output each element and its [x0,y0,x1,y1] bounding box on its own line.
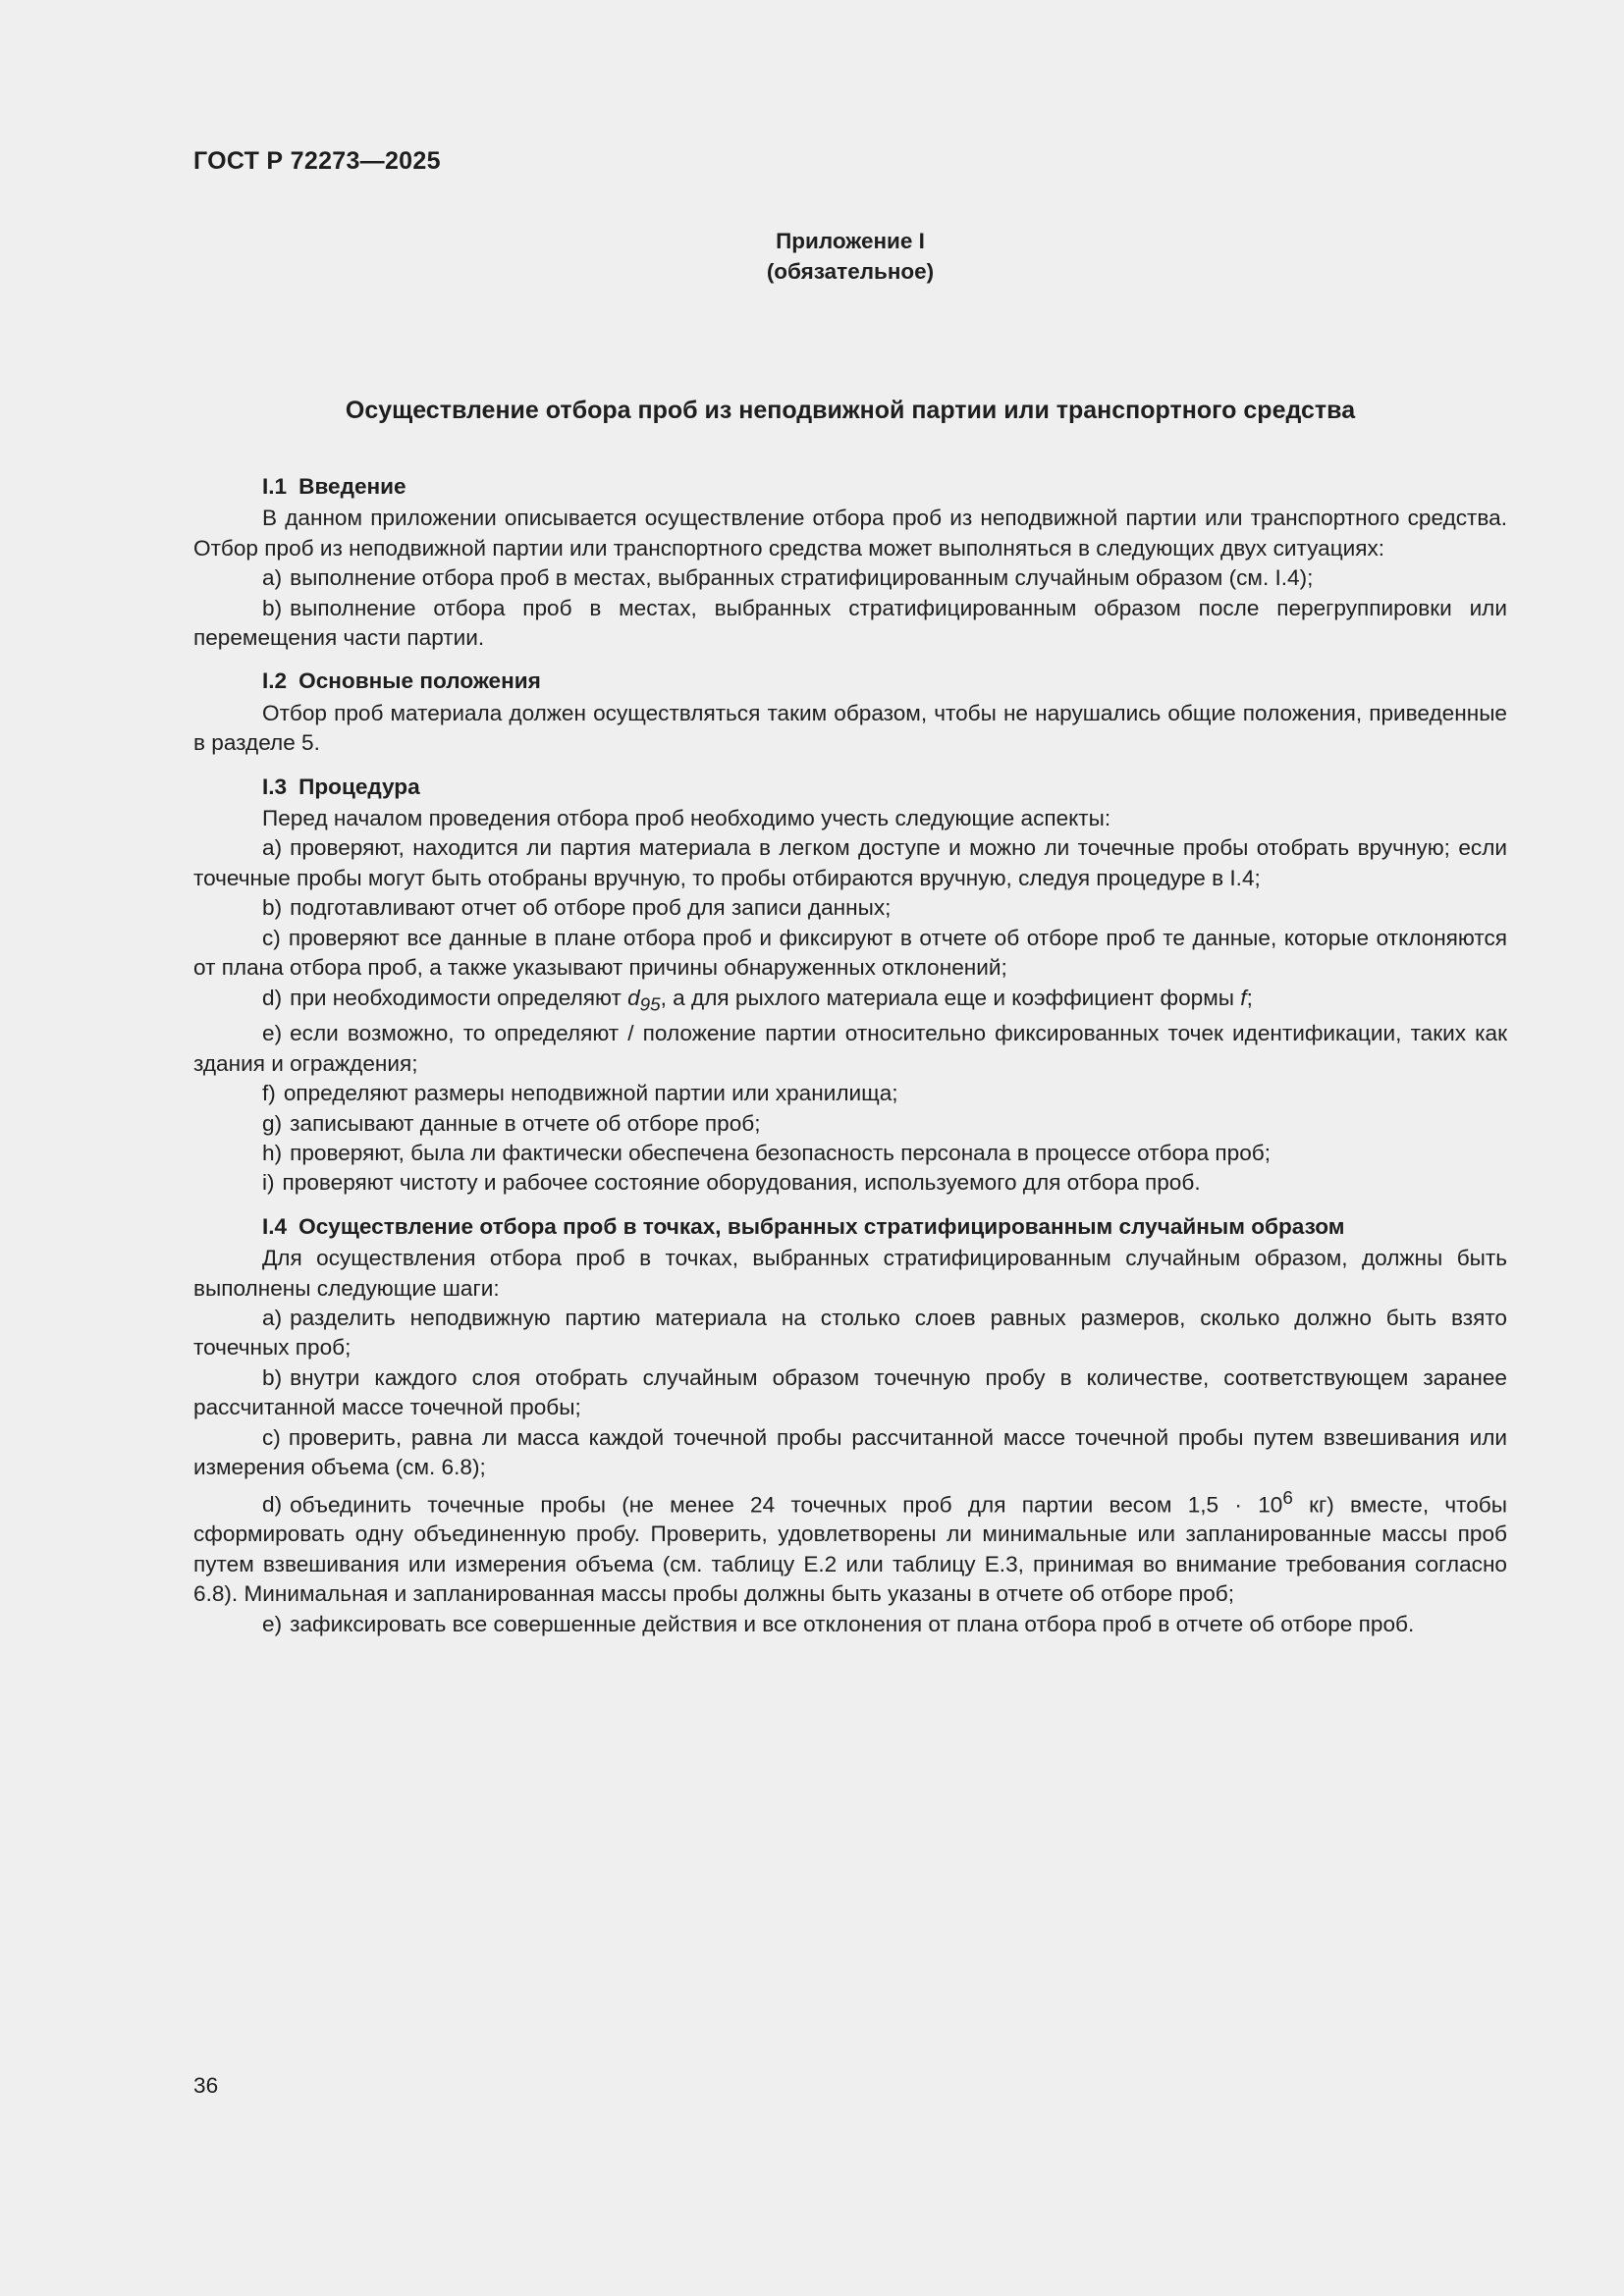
list-item: h) проверяют, была ли фактически обеспечена безопасность персонала в процессе отбора проб; [262,1141,1272,1166]
page-number: 36 [193,2073,219,2098]
list-item: b) выполнение отбора проб в местах, выбранных стратифицированным образом после перегруппировки или перемещения части партии. [193,595,1507,651]
list-item: a) проверяют, находится ли партия материала в легком доступе и можно ли точечные пробы отобрать вручную; если точечные пробы могут быть отобраны вручную, то пробы отбираются вручную, следуя процедуре в I.4; [193,835,1507,890]
list-item: d) при необходимости определяют $d_{95}$, а для рыхлого материала еще и коэффициент формы f; [262,985,1253,1015]
list-item: a) разделить неподвижную партию материала на столько слоев равных размеров, сколько должно быть взято точечных проб; [193,1306,1507,1361]
list-item: b) подготавливают отчет об отборе проб для записи данных; [262,895,892,921]
paragraph: В данном приложении описывается осуществление отбора проб из неподвижной партии или транспортного средства. Отбор проб из неподвижной партии или транспортного средства может выполняться в следующих двух ситуациях: [193,506,1507,561]
section-number: I.3 [262,774,288,799]
appendix-title: Осуществление отбора проб из неподвижной партии или транспортного средства [345,397,1356,424]
paragraph: Для осуществления отбора проб в точках, выбранных стратифицированным случайным образом, должны быть выполнены следующие шаги: [193,1246,1507,1301]
document-body [193,472,1507,1639]
list-item: f) определяют размеры неподвижной партии или хранилища; [262,1081,898,1106]
list-item: e) зафиксировать все совершенные действия и все отклонения от плана отбора проб в отчете об отборе проб. [262,1611,1415,1636]
list-item: a) выполнение отбора проб в местах, выбранных стратифицированным случайным образом (см. I.4); [262,565,1314,591]
symbol-d: d [627,985,640,1010]
subscript-95: 95 [639,993,661,1015]
superscript-6: 6 [1282,1486,1293,1508]
paragraph: Перед началом проведения отбора проб необходимо учесть следующие аспекты: [262,806,1111,831]
list-item: c) проверяют все данные в плане отбора проб и фиксируют в отчете об отборе проб те данные, которые отклоняются от плана отбора проб, а также указывают причины обнаруженных отклонений; [193,925,1507,981]
paragraph: Отбор проб материала должен осуществляться таким образом, чтобы не нарушались общие положения, приведенные в разделе 5. [193,700,1507,756]
symbol-f: f [1240,985,1247,1010]
section-title: Основные положения [298,668,541,694]
section-heading-i2 [193,667,1507,696]
list-item: d) объединить точечные пробы (не менее 24 точечных проб для партии весом $1,5 \cdot 10^6$ кг) вместе, чтобы сформировать одну объединенную пробу. Проверить, удовлетворены ли минимальные или запланированные массы проб путем взвешивания или измерения объема (см. таблицу Е.2 или таблицу Е.3, принимая во внимание требования согласно 6.8). Минимальная и запланированная массы пробы должны быть указаны в отчете об отборе проб; [193,1486,1507,1607]
section-number: I.4 [262,1213,288,1239]
list-item: g) записывают данные в отчете об отборе проб; [262,1110,761,1136]
section-heading-i1 [193,472,1507,502]
section-title: Процедура [298,774,420,799]
section-title: Осуществление отбора проб в точках, выбранных стратифицированным случайным образом [298,1213,1345,1239]
document-code-header: ГОСТ Р 72273—2025 [193,147,441,175]
section-heading-i3 [193,773,1507,802]
section-title: Введение [298,474,406,499]
section-heading-i4 [193,1212,1507,1242]
list-item: b) внутри каждого слоя отобрать случайным образом точечную пробу в количестве, соответствующем заранее рассчитанной массе точечной пробы; [193,1364,1507,1420]
appendix-label: Приложение I [776,229,925,253]
list-item: c) проверить, равна ли масса каждой точечной пробы рассчитанной массе точечной пробы путем взвешивания или измерения объема (см. 6.8); [193,1424,1507,1480]
appendix-heading [193,226,1507,287]
section-number: I.2 [262,668,288,694]
section-number: I.1 [262,474,288,499]
appendix-status: (обязательное) [766,259,935,284]
list-item: i) проверяют чистоту и рабочее состояние оборудования, используемого для отбора проб. [262,1170,1201,1196]
list-item: e) если возможно, то определяют / положение партии относительно фиксированных точек идентификации, таких как здания и ограждения; [193,1021,1507,1076]
